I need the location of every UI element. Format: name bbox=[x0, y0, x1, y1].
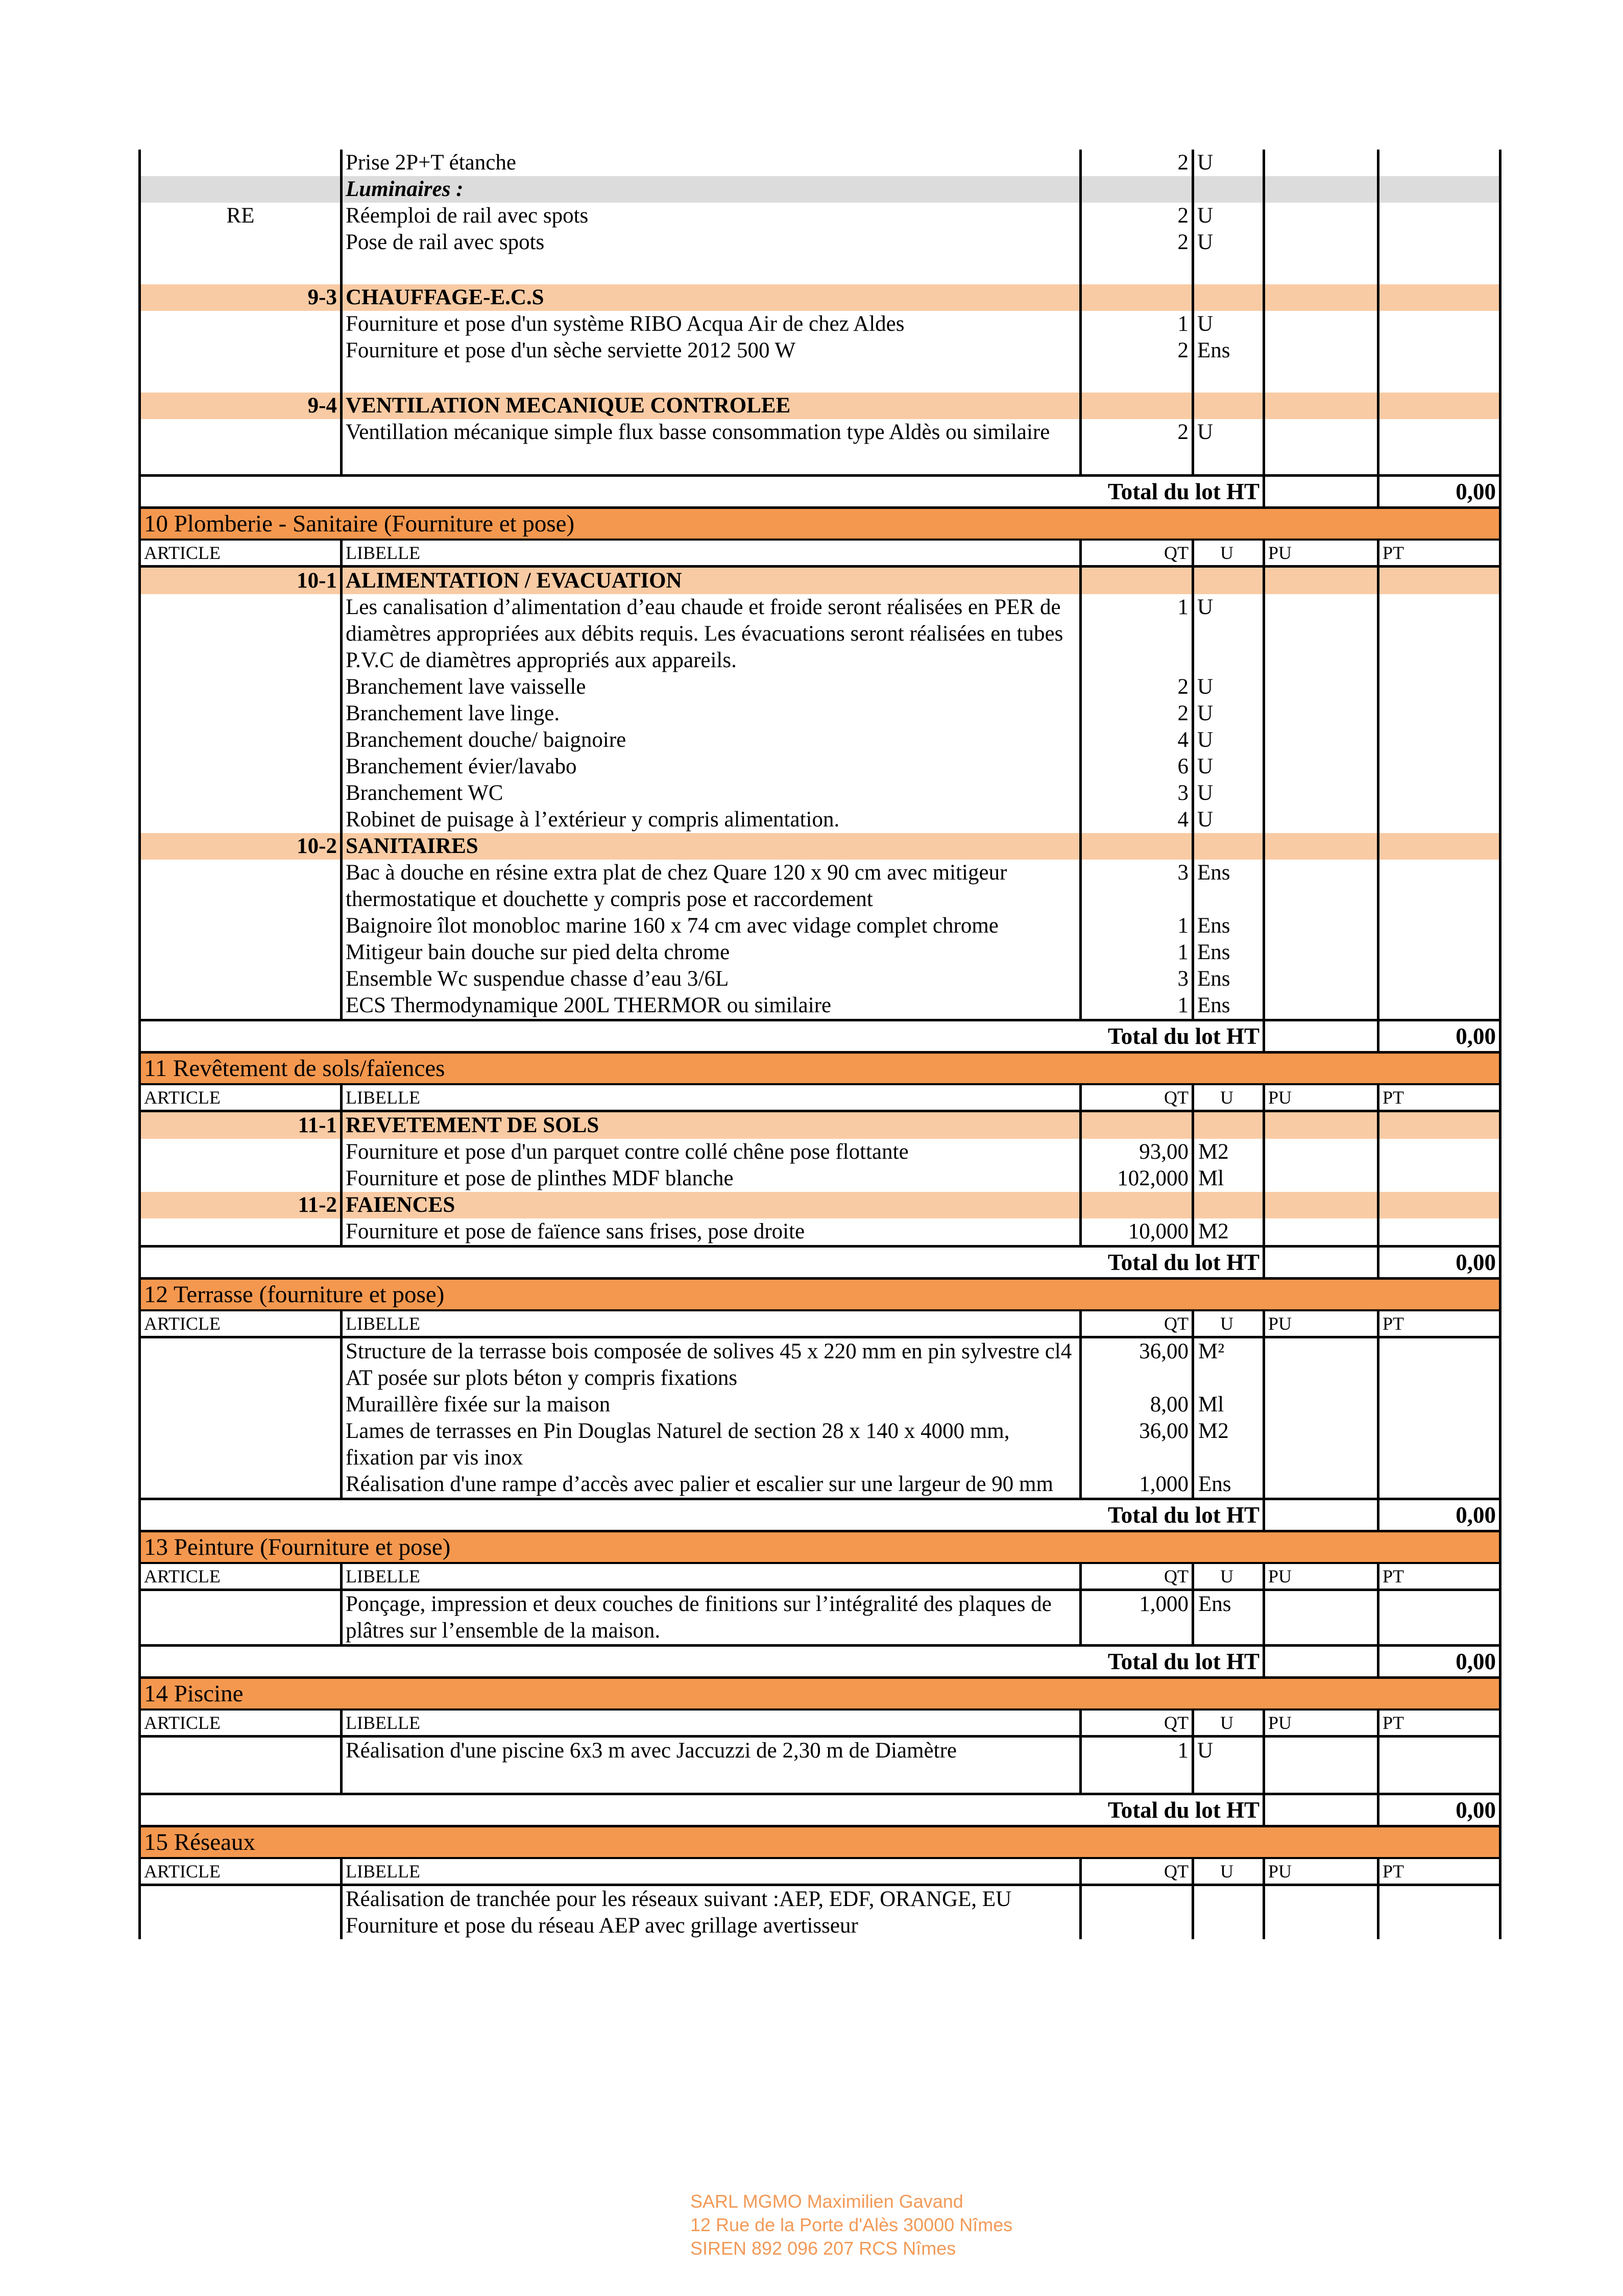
section-title: REVETEMENT DE SOLS bbox=[342, 1111, 1081, 1139]
column-header-row bbox=[140, 1858, 1500, 1885]
col-pt: PT bbox=[1378, 1084, 1500, 1111]
line-label: ECS Thermodynamique 200L THERMOR ou similaire bbox=[342, 992, 1081, 1020]
section-row bbox=[140, 567, 1500, 595]
line-label: Mitigeur bain douche sur pied delta chrome bbox=[342, 939, 1081, 966]
line-qty: 1 bbox=[1081, 311, 1193, 337]
col-libelle: LIBELLE bbox=[342, 1858, 1081, 1885]
subgroup-label: Luminaires : bbox=[342, 176, 1081, 203]
line-qty: 2 bbox=[1081, 337, 1193, 364]
line-label: Lames de terrasses en Pin Douglas Naturel de section 28 x 140 x 4000 mm, fixation par vis inox bbox=[342, 1418, 1081, 1471]
line-qty: 3 bbox=[1081, 860, 1193, 913]
col-pu: PU bbox=[1264, 1858, 1378, 1885]
lot-header bbox=[140, 1279, 1500, 1311]
line-qty: 1 bbox=[1081, 1737, 1193, 1765]
table-row bbox=[140, 913, 1500, 939]
total-label: Total du lot HT bbox=[140, 1646, 1264, 1678]
line-label: Ponçage, impression et deux couches de finitions sur l’intégralité des plaques de plâtres sur l’ensemble de la maison. bbox=[342, 1590, 1081, 1646]
line-qty: 2 bbox=[1081, 203, 1193, 229]
line-qty: 36,00 bbox=[1081, 1418, 1193, 1471]
line-qty: 1,000 bbox=[1081, 1471, 1193, 1499]
col-u: U bbox=[1193, 540, 1264, 567]
section-title: VENTILATION MECANIQUE CONTROLEE bbox=[342, 393, 1081, 419]
col-pt: PT bbox=[1378, 540, 1500, 567]
col-pt: PT bbox=[1378, 1858, 1500, 1885]
quote-sheet bbox=[138, 150, 1499, 1939]
company-footer bbox=[690, 2190, 1012, 2260]
line-label: Branchement lave linge. bbox=[342, 700, 1081, 727]
line-label: Ventillation mécanique simple flux basse consommation type Aldès ou similaire bbox=[342, 419, 1081, 446]
table-row bbox=[140, 150, 1500, 176]
table-row bbox=[140, 1165, 1500, 1192]
lot-title: 15 Réseaux bbox=[140, 1826, 1500, 1859]
line-qty: 2 bbox=[1081, 674, 1193, 700]
line-qty: 2 bbox=[1081, 150, 1193, 176]
line-code: RE bbox=[140, 203, 342, 229]
line-label: Fourniture et pose d'un parquet contre collé chêne pose flottante bbox=[342, 1139, 1081, 1165]
line-unit: Ens bbox=[1193, 966, 1264, 992]
line-label: Réalisation d'une piscine 6x3 m avec Jaccuzzi de 2,30 m de Diamètre bbox=[342, 1737, 1081, 1765]
line-unit: Ens bbox=[1193, 337, 1264, 364]
line-unit: U bbox=[1193, 674, 1264, 700]
lot-title: 14 Piscine bbox=[140, 1678, 1500, 1710]
line-qty: 3 bbox=[1081, 780, 1193, 807]
table-row bbox=[140, 780, 1500, 807]
col-article: ARTICLE bbox=[140, 1858, 342, 1885]
total-label: Total du lot HT bbox=[140, 1020, 1264, 1053]
col-qt: QT bbox=[1081, 1858, 1193, 1885]
lot-header bbox=[140, 1531, 1500, 1564]
col-libelle: LIBELLE bbox=[342, 1709, 1081, 1737]
lot-total-row bbox=[140, 476, 1500, 508]
col-article: ARTICLE bbox=[140, 1084, 342, 1111]
line-unit: U bbox=[1193, 419, 1264, 446]
line-qty: 1 bbox=[1081, 939, 1193, 966]
lot-total-row bbox=[140, 1499, 1500, 1531]
table-row bbox=[140, 966, 1500, 992]
total-value: 0,00 bbox=[1378, 1247, 1500, 1279]
col-pu: PU bbox=[1264, 1563, 1378, 1590]
total-label: Total du lot HT bbox=[140, 476, 1264, 508]
table-row bbox=[140, 1418, 1500, 1471]
line-label: Muraillère fixée sur la maison bbox=[342, 1391, 1081, 1418]
line-qty: 10,000 bbox=[1081, 1218, 1193, 1247]
col-pt: PT bbox=[1378, 1310, 1500, 1337]
column-header-row bbox=[140, 1084, 1500, 1111]
line-unit: U bbox=[1193, 727, 1264, 753]
line-qty: 2 bbox=[1081, 419, 1193, 446]
line-label: Réalisation d'une rampe d’accès avec palier et escalier sur une largeur de 90 mm bbox=[342, 1471, 1081, 1499]
total-value: 0,00 bbox=[1378, 1794, 1500, 1826]
total-value: 0,00 bbox=[1378, 1020, 1500, 1053]
line-unit: Ens bbox=[1193, 860, 1264, 913]
table-row bbox=[140, 229, 1500, 256]
table-row bbox=[140, 1590, 1500, 1646]
line-label: Prise 2P+T étanche bbox=[342, 150, 1081, 176]
table-row bbox=[140, 939, 1500, 966]
line-qty: 6 bbox=[1081, 753, 1193, 780]
line-qty: 2 bbox=[1081, 700, 1193, 727]
line-unit: U bbox=[1193, 311, 1264, 337]
col-pu: PU bbox=[1264, 540, 1378, 567]
lot-title: 10 Plomberie - Sanitaire (Fourniture et pose) bbox=[140, 508, 1500, 540]
line-qty: 2 bbox=[1081, 229, 1193, 256]
table-row bbox=[140, 1139, 1500, 1165]
line-qty: 36,00 bbox=[1081, 1337, 1193, 1392]
col-article: ARTICLE bbox=[140, 540, 342, 567]
line-unit: M2 bbox=[1193, 1418, 1264, 1471]
line-unit: U bbox=[1193, 807, 1264, 833]
table-row bbox=[140, 992, 1500, 1020]
line-label: Branchement évier/lavabo bbox=[342, 753, 1081, 780]
col-qt: QT bbox=[1081, 1084, 1193, 1111]
table-row bbox=[140, 1337, 1500, 1392]
col-article: ARTICLE bbox=[140, 1310, 342, 1337]
section-code: 10-1 bbox=[140, 567, 342, 595]
line-unit: U bbox=[1193, 203, 1264, 229]
col-qt: QT bbox=[1081, 1709, 1193, 1737]
col-pt: PT bbox=[1378, 1563, 1500, 1590]
line-qty: 102,000 bbox=[1081, 1165, 1193, 1192]
section-code: 11-1 bbox=[140, 1111, 342, 1139]
table-row bbox=[140, 419, 1500, 446]
column-header-row bbox=[140, 540, 1500, 567]
line-label: Fourniture et pose de plinthes MDF blanche bbox=[342, 1165, 1081, 1192]
line-unit: U bbox=[1193, 1737, 1264, 1765]
line-qty: 1 bbox=[1081, 594, 1193, 674]
lot-header bbox=[140, 508, 1500, 540]
line-label: Réemploi de rail avec spots bbox=[342, 203, 1081, 229]
line-qty: 8,00 bbox=[1081, 1391, 1193, 1418]
lot-total-row bbox=[140, 1020, 1500, 1053]
col-qt: QT bbox=[1081, 1310, 1193, 1337]
line-qty: 1 bbox=[1081, 913, 1193, 939]
table-row bbox=[140, 1885, 1500, 1913]
table-row bbox=[140, 700, 1500, 727]
line-label: Bac à douche en résine extra plat de chez Quare 120 x 90 cm avec mitigeur thermostatique et douchette y compris pose et raccordement bbox=[342, 860, 1081, 913]
line-unit: Ens bbox=[1193, 1471, 1264, 1499]
line-unit: M2 bbox=[1193, 1139, 1264, 1165]
table-row bbox=[140, 860, 1500, 913]
lot-total-row bbox=[140, 1247, 1500, 1279]
table-row bbox=[140, 594, 1500, 674]
line-unit: Ml bbox=[1193, 1391, 1264, 1418]
table-row bbox=[140, 311, 1500, 337]
col-u: U bbox=[1193, 1084, 1264, 1111]
lot-title: 13 Peinture (Fourniture et pose) bbox=[140, 1531, 1500, 1564]
table-row bbox=[140, 1913, 1500, 1939]
table-row bbox=[140, 203, 1500, 229]
col-u: U bbox=[1193, 1709, 1264, 1737]
line-label: Fourniture et pose du réseau AEP avec grillage avertisseur bbox=[342, 1913, 1081, 1939]
table-row bbox=[140, 727, 1500, 753]
subgroup-row bbox=[140, 176, 1500, 203]
table-row bbox=[140, 807, 1500, 833]
line-unit: Ens bbox=[1193, 1590, 1264, 1646]
total-value: 0,00 bbox=[1378, 1499, 1500, 1531]
table-row bbox=[140, 337, 1500, 364]
section-code: 9-3 bbox=[140, 284, 342, 311]
footer-address: 12 Rue de la Porte d'Alès 30000 Nîmes bbox=[690, 2214, 1013, 2235]
col-libelle: LIBELLE bbox=[342, 1310, 1081, 1337]
line-label: Branchement lave vaisselle bbox=[342, 674, 1081, 700]
footer-company-name: SARL MGMO Maximilien Gavand bbox=[690, 2191, 963, 2212]
footer-registration: SIREN 892 096 207 RCS Nîmes bbox=[690, 2238, 956, 2259]
section-row bbox=[140, 284, 1500, 311]
line-unit: U bbox=[1193, 229, 1264, 256]
col-article: ARTICLE bbox=[140, 1709, 342, 1737]
lot-header bbox=[140, 1678, 1500, 1710]
line-qty: 4 bbox=[1081, 727, 1193, 753]
line-qty: 1 bbox=[1081, 992, 1193, 1020]
col-libelle: LIBELLE bbox=[342, 540, 1081, 567]
lot-title: 11 Revêtement de sols/faïences bbox=[140, 1053, 1500, 1085]
lot-title: 12 Terrasse (fourniture et pose) bbox=[140, 1279, 1500, 1311]
table-row bbox=[140, 1471, 1500, 1499]
line-unit: Ml bbox=[1193, 1165, 1264, 1192]
total-label: Total du lot HT bbox=[140, 1499, 1264, 1531]
line-unit: U bbox=[1193, 780, 1264, 807]
section-row bbox=[140, 833, 1500, 860]
col-u: U bbox=[1193, 1310, 1264, 1337]
column-header-row bbox=[140, 1563, 1500, 1590]
section-title: FAIENCES bbox=[342, 1192, 1081, 1218]
line-label: Fourniture et pose d'un système RIBO Acqua Air de chez Aldes bbox=[342, 311, 1081, 337]
line-unit: M2 bbox=[1193, 1218, 1264, 1247]
col-u: U bbox=[1193, 1858, 1264, 1885]
col-pt: PT bbox=[1378, 1709, 1500, 1737]
table-row bbox=[140, 1737, 1500, 1765]
total-value: 0,00 bbox=[1378, 476, 1500, 508]
section-row bbox=[140, 1111, 1500, 1139]
col-libelle: LIBELLE bbox=[342, 1084, 1081, 1111]
lot-header bbox=[140, 1053, 1500, 1085]
line-unit: Ens bbox=[1193, 992, 1264, 1020]
col-qt: QT bbox=[1081, 540, 1193, 567]
section-row bbox=[140, 393, 1500, 419]
col-libelle: LIBELLE bbox=[342, 1563, 1081, 1590]
line-label: Ensemble Wc suspendue chasse d’eau 3/6L bbox=[342, 966, 1081, 992]
section-row bbox=[140, 1192, 1500, 1218]
line-label: Les canalisation d’alimentation d’eau chaude et froide seront réalisées en PER de diamètres appropriées aux débits requis. Les évacuations seront réalisées en tubes P.V.C de diamètres appropriés aux appareils. bbox=[342, 594, 1081, 674]
table-row bbox=[140, 674, 1500, 700]
line-label: Pose de rail avec spots bbox=[342, 229, 1081, 256]
line-unit: Ens bbox=[1193, 939, 1264, 966]
column-header-row bbox=[140, 1310, 1500, 1337]
table-row bbox=[140, 1218, 1500, 1247]
section-code: 11-2 bbox=[140, 1192, 342, 1218]
table-row bbox=[140, 1391, 1500, 1418]
line-unit: M² bbox=[1193, 1337, 1264, 1392]
col-article: ARTICLE bbox=[140, 1563, 342, 1590]
section-title: SANITAIRES bbox=[342, 833, 1081, 860]
line-label: Fourniture et pose de faïence sans frises, pose droite bbox=[342, 1218, 1081, 1247]
line-label: Fourniture et pose d'un sèche serviette 2012 500 W bbox=[342, 337, 1081, 364]
table-row bbox=[140, 753, 1500, 780]
line-unit: Ens bbox=[1193, 913, 1264, 939]
line-qty: 3 bbox=[1081, 966, 1193, 992]
line-unit: U bbox=[1193, 753, 1264, 780]
lot-total-row bbox=[140, 1646, 1500, 1678]
total-value: 0,00 bbox=[1378, 1646, 1500, 1678]
total-label: Total du lot HT bbox=[140, 1247, 1264, 1279]
lot-header bbox=[140, 1826, 1500, 1859]
quote-table bbox=[138, 150, 1501, 1939]
line-qty: 1,000 bbox=[1081, 1590, 1193, 1646]
col-pu: PU bbox=[1264, 1709, 1378, 1737]
line-unit: U bbox=[1193, 150, 1264, 176]
section-title: ALIMENTATION / EVACUATION bbox=[342, 567, 1081, 595]
total-label: Total du lot HT bbox=[140, 1794, 1264, 1826]
section-title: CHAUFFAGE-E.C.S bbox=[342, 284, 1081, 311]
line-label: Structure de la terrasse bois composée de solives 45 x 220 mm en pin sylvestre cl4 AT posée sur plots béton y compris fixations bbox=[342, 1337, 1081, 1392]
line-label: Réalisation de tranchée pour les réseaux suivant :AEP, EDF, ORANGE, EU bbox=[342, 1885, 1081, 1913]
section-code: 10-2 bbox=[140, 833, 342, 860]
lot-total-row bbox=[140, 1794, 1500, 1826]
col-pu: PU bbox=[1264, 1310, 1378, 1337]
col-pu: PU bbox=[1264, 1084, 1378, 1111]
line-qty: 4 bbox=[1081, 807, 1193, 833]
line-unit: U bbox=[1193, 594, 1264, 674]
column-header-row bbox=[140, 1709, 1500, 1737]
line-label: Branchement douche/ baignoire bbox=[342, 727, 1081, 753]
section-code: 9-4 bbox=[140, 393, 342, 419]
col-qt: QT bbox=[1081, 1563, 1193, 1590]
line-qty: 93,00 bbox=[1081, 1139, 1193, 1165]
line-unit: U bbox=[1193, 700, 1264, 727]
col-u: U bbox=[1193, 1563, 1264, 1590]
line-label: Baignoire îlot monobloc marine 160 x 74 cm avec vidage complet chrome bbox=[342, 913, 1081, 939]
line-label: Robinet de puisage à l’extérieur y compris alimentation. bbox=[342, 807, 1081, 833]
line-label: Branchement WC bbox=[342, 780, 1081, 807]
